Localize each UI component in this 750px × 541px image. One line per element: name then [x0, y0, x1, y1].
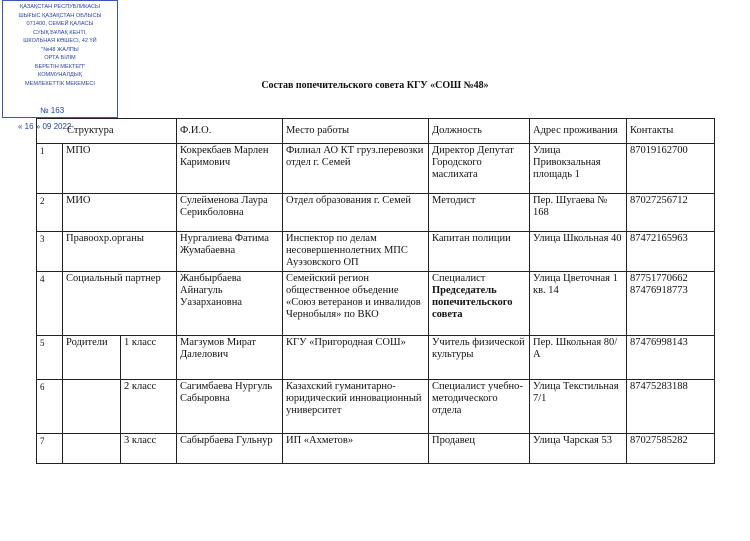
- row-contacts: 87475283188: [627, 380, 715, 434]
- row-contacts: 87476998143: [627, 336, 715, 380]
- row-fio: Жанбырбаева Айнагуль Уазархановна: [177, 272, 283, 336]
- header-address: Адрес проживания: [530, 119, 627, 144]
- position-role: Председатель попечительского совета: [432, 285, 513, 320]
- row-class: 2 класс: [121, 380, 177, 434]
- row-work: КГУ «Пригородная СОШ»: [283, 336, 429, 380]
- row-address: Улица Текстильная 7/1: [530, 380, 627, 434]
- stamp-line: СУЫҚ БҰЛАҚ КЕНТІ,: [33, 29, 87, 36]
- table-row: [37, 194, 715, 232]
- stamp-date: « 16 » 09 2022: [18, 122, 72, 131]
- row-position: Продавец: [429, 434, 530, 464]
- row-work: Инспектор по делам несовершеннолетних МПС Ауэзовского ОП: [283, 232, 429, 272]
- row-fio: Магзумов Мират Далелович: [177, 336, 283, 380]
- row-work: ИП «Ахметов»: [283, 434, 429, 464]
- row-structure: [63, 434, 121, 464]
- header-position: Должность: [429, 119, 530, 144]
- stamp-line: "№48 ЖАЛПЫ: [41, 46, 79, 53]
- row-structure: Социальный партнер: [63, 272, 177, 336]
- row-work: Семейский регион общественное объедение «Союз ветеранов и инвалидов Чернобыля» по ВКО: [283, 272, 429, 336]
- position-text: Специалист: [432, 273, 486, 284]
- row-work: Казахский гуманитарно-юридический инновационный университет: [283, 380, 429, 434]
- row-position: Директор Депутат Городского маслихата: [429, 144, 530, 194]
- trustees-table: [36, 118, 715, 464]
- row-address: Улица Чарская 53: [530, 434, 627, 464]
- page-title: Состав попечительского совета КГУ «СОШ №48»: [261, 80, 489, 91]
- stamp-line: ОРТА БІЛІМ: [44, 55, 76, 61]
- row-structure: Родители: [63, 336, 121, 380]
- row-contacts: 87751770662 87476918773: [627, 272, 715, 336]
- row-contacts: 87472165963: [627, 232, 715, 272]
- row-number: 1: [37, 144, 63, 194]
- table-row: [37, 434, 715, 464]
- stamp-line: ШЫҒЫС ҚАЗАҚСТАН ОБЛЫСЫ: [18, 12, 102, 19]
- row-position: Специалист учебно-методического отдела: [429, 380, 530, 434]
- row-position: Учитель физической культуры: [429, 336, 530, 380]
- row-class: 3 класс: [121, 434, 177, 464]
- school-stamp: [2, 0, 118, 118]
- row-number: 2: [37, 194, 63, 232]
- row-number: 6: [37, 380, 63, 434]
- stamp-line: ШКОЛЬНАЯ КӨШЕСІ, 42 ҮЙ: [23, 38, 97, 44]
- row-address: Улица Привокзальная площадь 1: [530, 144, 627, 194]
- row-address: Пер. Шугаева № 168: [530, 194, 627, 232]
- row-fio: Нургалиева Фатима Жумабаевна: [177, 232, 283, 272]
- stamp-number: № 163: [40, 106, 65, 115]
- header-contacts: Контакты: [627, 119, 715, 144]
- row-position: [429, 272, 530, 336]
- row-structure: Правоохр.органы: [63, 232, 177, 272]
- stamp-line: БЕРЕТІН МЕКТЕП": [34, 63, 86, 70]
- row-number: 7: [37, 434, 63, 464]
- row-fio: Сулейменова Лаура Серикболовна: [177, 194, 283, 232]
- row-position: Методист: [429, 194, 530, 232]
- stamp-line: МЕМЛЕКЕТТІК МЕКЕМЕСІ: [24, 80, 95, 87]
- stamp-line: 071400, СЕМЕЙ ҚАЛАСЫ: [26, 21, 94, 27]
- row-work: Отдел образования г. Семей: [283, 194, 429, 232]
- stamp-line: ҚАЗАҚСТАН РЕСПУБЛИКАСЫ: [20, 4, 100, 10]
- row-fio: Сабырбаева Гульнур: [177, 434, 283, 464]
- row-structure: МПО: [63, 144, 177, 194]
- row-number: 4: [37, 272, 63, 336]
- row-contacts: 87027585282: [627, 434, 715, 464]
- row-structure: МИО: [63, 194, 177, 232]
- row-class: 1 класс: [121, 336, 177, 380]
- row-contacts: 87027256712: [627, 194, 715, 232]
- row-structure: [63, 380, 121, 434]
- row-number: 3: [37, 232, 63, 272]
- header-fio: Ф.И.О.: [177, 119, 283, 144]
- header-work: Место работы: [283, 119, 429, 144]
- table-row: [37, 380, 715, 434]
- table-header-row: [37, 119, 715, 144]
- table-row: [37, 336, 715, 380]
- stamp-line: КОММУНАЛДЫҚ: [38, 72, 82, 78]
- header-structure: Структура: [37, 119, 177, 144]
- row-fio: Кокрекбаев Марлен Каримович: [177, 144, 283, 194]
- row-contacts: 87019162700: [627, 144, 715, 194]
- row-work: Филиал АО КТ груз.перевозки отдел г. Семей: [283, 144, 429, 194]
- row-position: Капитан полиции: [429, 232, 530, 272]
- row-address: Улица Школьная 40: [530, 232, 627, 272]
- row-address: Пер. Школьная 80/А: [530, 336, 627, 380]
- table-row: [37, 232, 715, 272]
- table-row: [37, 272, 715, 336]
- row-fio: Сагимбаева Нургуль Сабыровна: [177, 380, 283, 434]
- row-number: 5: [37, 336, 63, 380]
- table-row: [37, 144, 715, 194]
- row-address: Улица Цветочная 1 кв. 14: [530, 272, 627, 336]
